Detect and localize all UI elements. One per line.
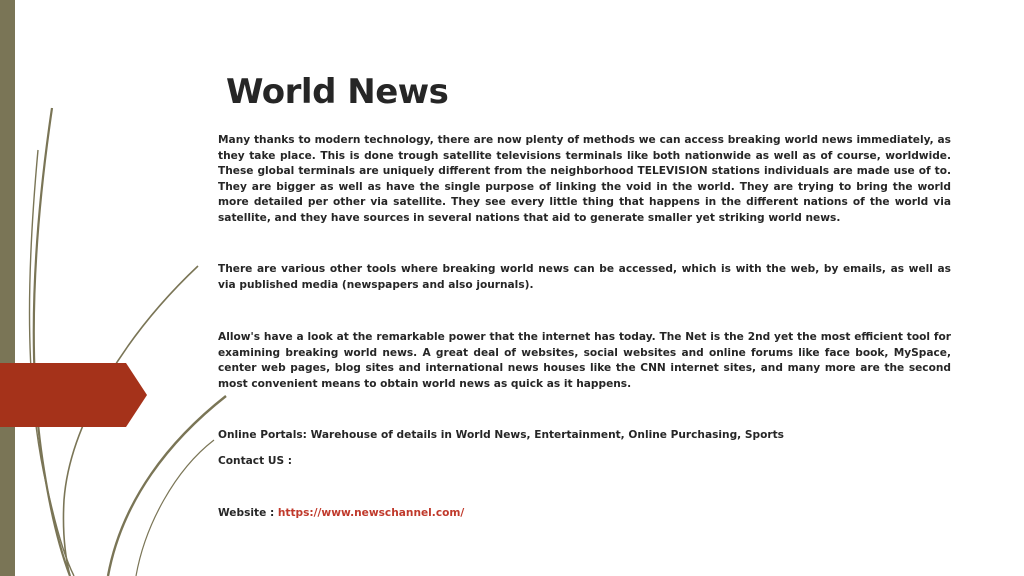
- website-label: Website :: [218, 507, 278, 519]
- online-portals-line: Online Portals: Warehouse of details in World News, Entertainment, Online Purchasing, Sports: [218, 429, 784, 441]
- paragraph-other-tools: There are various other tools where breaking world news can be accessed, which is with the web, by emails, as well as via published media (newspapers and also journals).: [218, 263, 951, 291]
- red-ribbon-shape: [0, 363, 147, 427]
- website-line: [218, 506, 464, 522]
- contact-label: Contact US :: [218, 455, 292, 467]
- paragraph-internet-power: Allow's have a look at the remarkable power that the internet has today. The Net is the 2nd yet the most efficient tool for examining breaking world news. A great deal of websites, social websites and online forums like face book, MySpace, center web pages, blog sites and international news houses like the CNN internet sites, and many more are the second most convenient means to obtain world news as quick as it happens.: [218, 331, 951, 390]
- paragraph-satellite-news: Many thanks to modern technology, there are now plenty of methods we can access breaking world news immediately, as they take place. This is done trough satellite televisions terminals like both nationwide as well as of course, worldwide. These global terminals are uniquely different from the neighborhood TELEVISION stations individuals are made use of to. They are bigger as well as have the single purpose of linking the void in the world. They are trying to bring the world more detailed per other via satellite. They see every little thing that happens in the different nations of the world via satellite, and they have sources in several nations that aid to generate smaller yet striking world news.: [218, 134, 951, 224]
- website-link[interactable]: https://www.newschannel.com/: [277, 507, 465, 519]
- slide-title: World News: [226, 72, 449, 112]
